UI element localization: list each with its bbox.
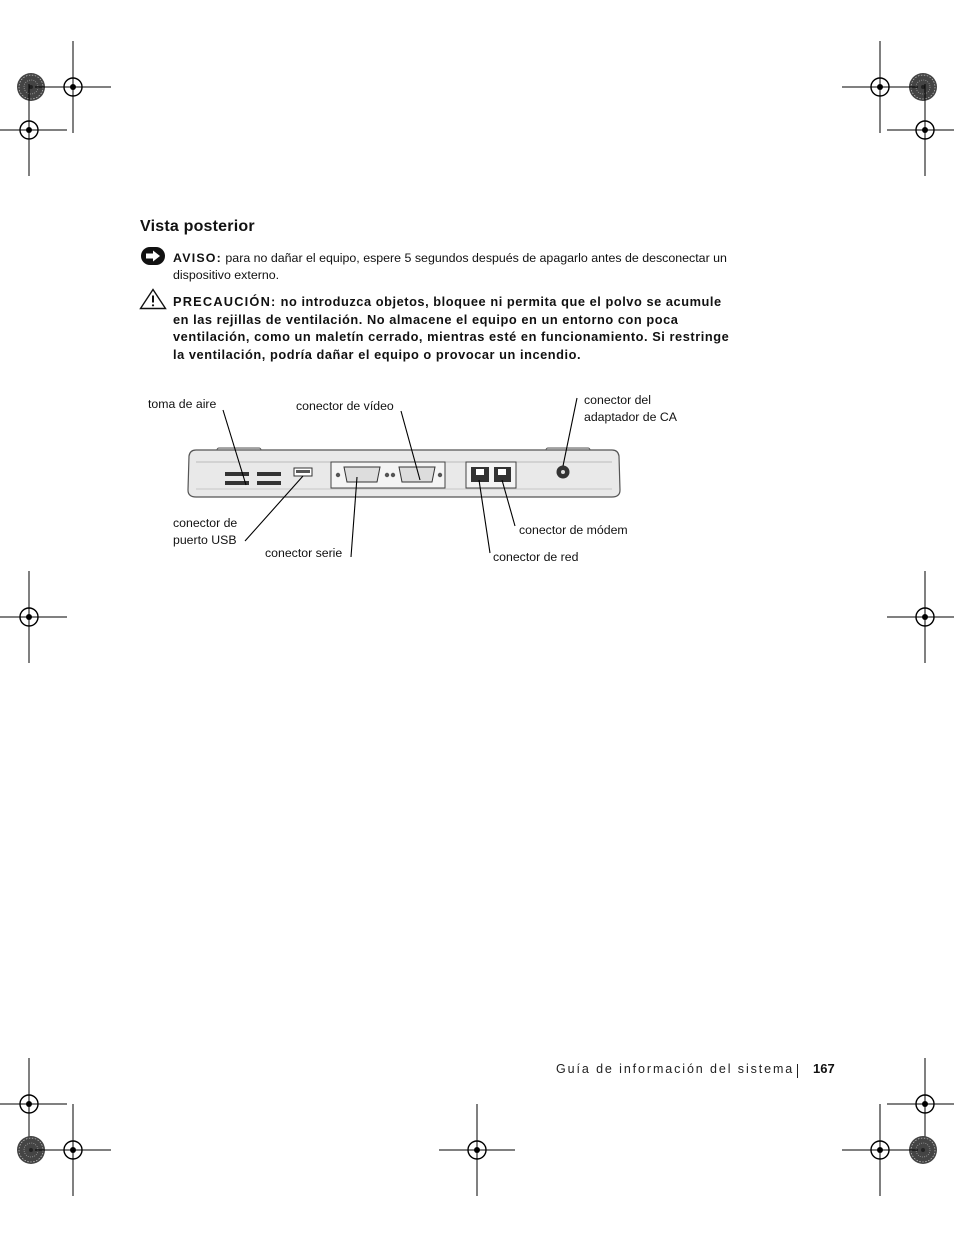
callout-modem-connector: conector de módem: [519, 523, 628, 537]
callout-network-connector: conector de red: [493, 550, 579, 564]
callout-air-vent: toma de aire: [148, 397, 217, 411]
page-number: 167: [813, 1061, 835, 1076]
footer-guide-title: Guía de información del sistema: [556, 1062, 795, 1076]
notice-text: para no dañar el equipo, espere 5 segundos después de apagarlo antes de desconectar un dispositivo externo.: [173, 251, 727, 282]
footer-separator: [797, 1064, 798, 1078]
caution-label: PRECAUCIÓN:: [173, 294, 277, 309]
callout-usb-line1: conector de: [173, 516, 238, 530]
callout-ac-adapter-line2: adaptador de CA: [584, 410, 677, 424]
callout-serial-connector: conector serie: [265, 546, 343, 560]
ac-adapter-connector: [557, 466, 570, 479]
serial-video-connectors: [331, 462, 445, 488]
section-title: Vista posterior: [140, 218, 255, 235]
usb-port: [294, 468, 312, 476]
callout-ac-adapter: [584, 392, 677, 426]
callout-video-connector: conector de vídeo: [296, 399, 394, 413]
caution-text: no introduzca objetos, bloquee ni permita que el polvo se acumule en las rejillas de ventilación. No almacene el equipo en un entorno con poca ventilación, como un maletín cerrado, mientras esté en funcionamiento. Si restringe la ventilación, podría dañar el equipo o provocar un incendio.: [173, 294, 730, 362]
callout-usb-line2: puerto USB: [173, 533, 237, 547]
network-modem-connectors: [466, 462, 516, 488]
callout-usb-port: [173, 515, 237, 549]
callout-ac-adapter-line1: conector del: [584, 393, 651, 407]
notice-label: AVISO:: [173, 251, 222, 265]
